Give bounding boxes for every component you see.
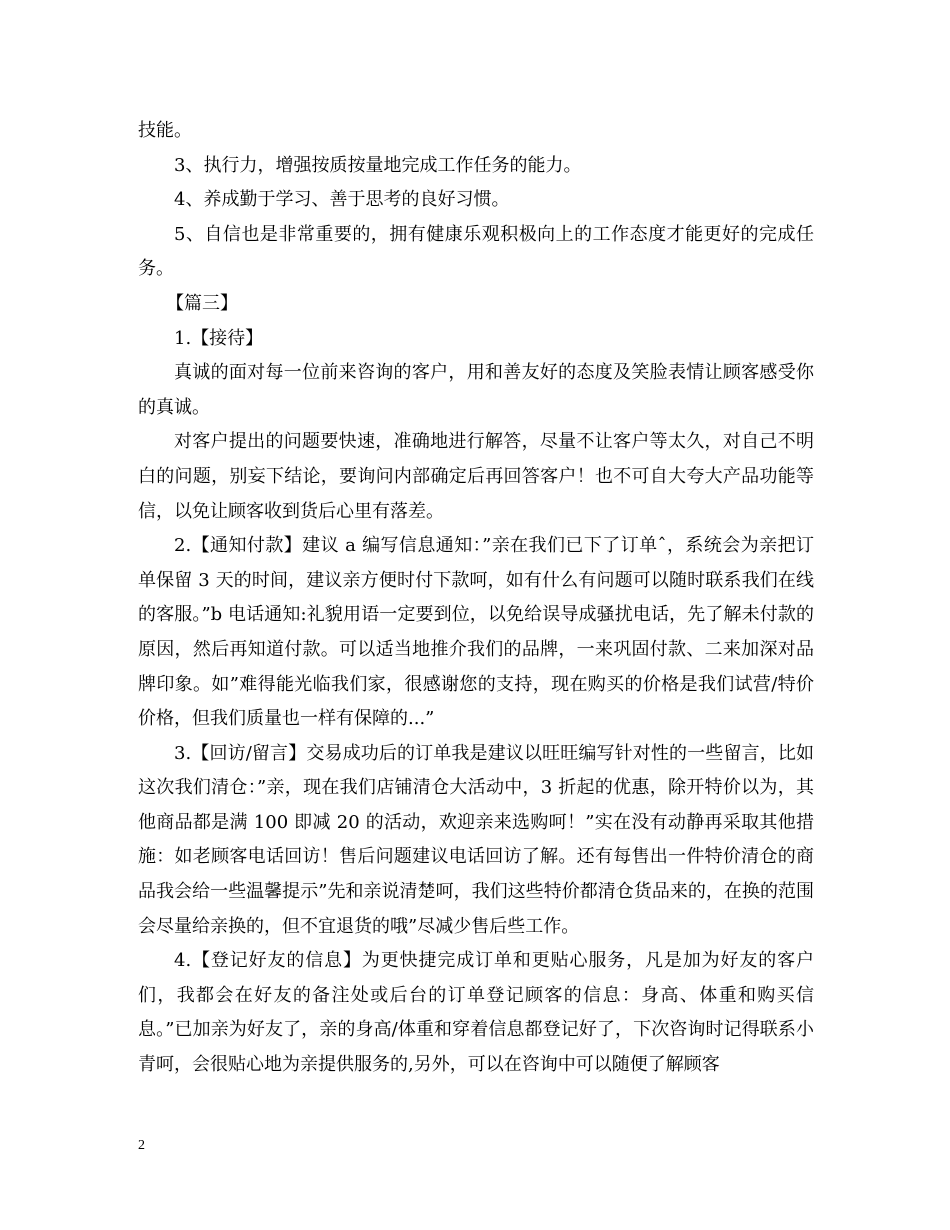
paragraph: 2.【通知付款】建议 a 编写信息通知：”亲在我们已下了订单ˆ，系统会为亲把订单保留 3 天的时间，建议亲方便时付下款呵，如有什么有问题可以随时联系我们在线的客服。”b 电话通知:礼貌用语一定要到位，以免给误导成骚扰电话，先了解未付款的原因，然后再知道付款。可以适当地推介我们的品牌，一来巩固付款、二来加深对品牌印象。如”难得能光临我们家，很感谢您的支持，现在购买的价格是我们试营/特价价格，但我们质量也一样有保障的...”: [138, 535, 814, 730]
paragraph: 3.【回访/留言】交易成功后的订单我是建议以旺旺编写针对性的一些留言，比如这次我们清仓：”亲，现在我们店铺清仓大活动中，3 折起的优惠，除开特价以为，其他商品都是满 100 即减 20 的活动，欢迎亲来选购呵！”实在没有动静再采取其他措施：如老顾客电话回访！售后问题建议电话回访了解。还有每售出一件特价清仓的商品我会给一些温馨提示”先和亲说清楚呵，我们这些特价都清仓货品来的，在换的范围会尽量给亲换的，但不宜退货的哦”尽减少售后些工作。: [138, 742, 814, 937]
paragraph: 4、养成勤于学习、善于思考的良好习惯。: [174, 189, 510, 211]
subsection-heading: 1.【接待】: [174, 327, 264, 349]
paragraph: 3、执行力，增强按质按量地完成工作任务的能力。: [174, 154, 582, 176]
paragraph: 技能。: [138, 120, 192, 141]
paragraph: 对客户提出的问题要快速，准确地进行解答，尽量不让客户等太久，对自己不明白的问题，别妄下结论，要询问内部确定后再回答客户！也不可自大夸大产品功能等信，以免让顾客收到货后心里有落差。: [138, 431, 814, 522]
paragraph: 4.【登记好友的信息】为更快捷完成订单和更贴心服务，凡是加为好友的客户们，我都会在好友的备注处或后台的订单登记顾客的信息：身高、体重和购买信息。”已加亲为好友了，亲的身高/体重和穿着信息都登记好了，下次咨询时记得联系小青呵，会很贴心地为亲提供服务的,另外，可以在咨询中可以随便了解顾客: [138, 950, 814, 1076]
document-body: [138, 114, 814, 1083]
page-number: 2: [138, 1138, 145, 1153]
paragraph: 5、自信也是非常重要的，拥有健康乐观积极向上的工作态度才能更好的完成任务。: [138, 223, 814, 280]
paragraph: 真诚的面对每一位前来咨询的客户，用和善友好的态度及笑脸表情让顾客感受你的真诚。: [138, 362, 814, 418]
section-heading: 【篇三】: [166, 292, 238, 314]
